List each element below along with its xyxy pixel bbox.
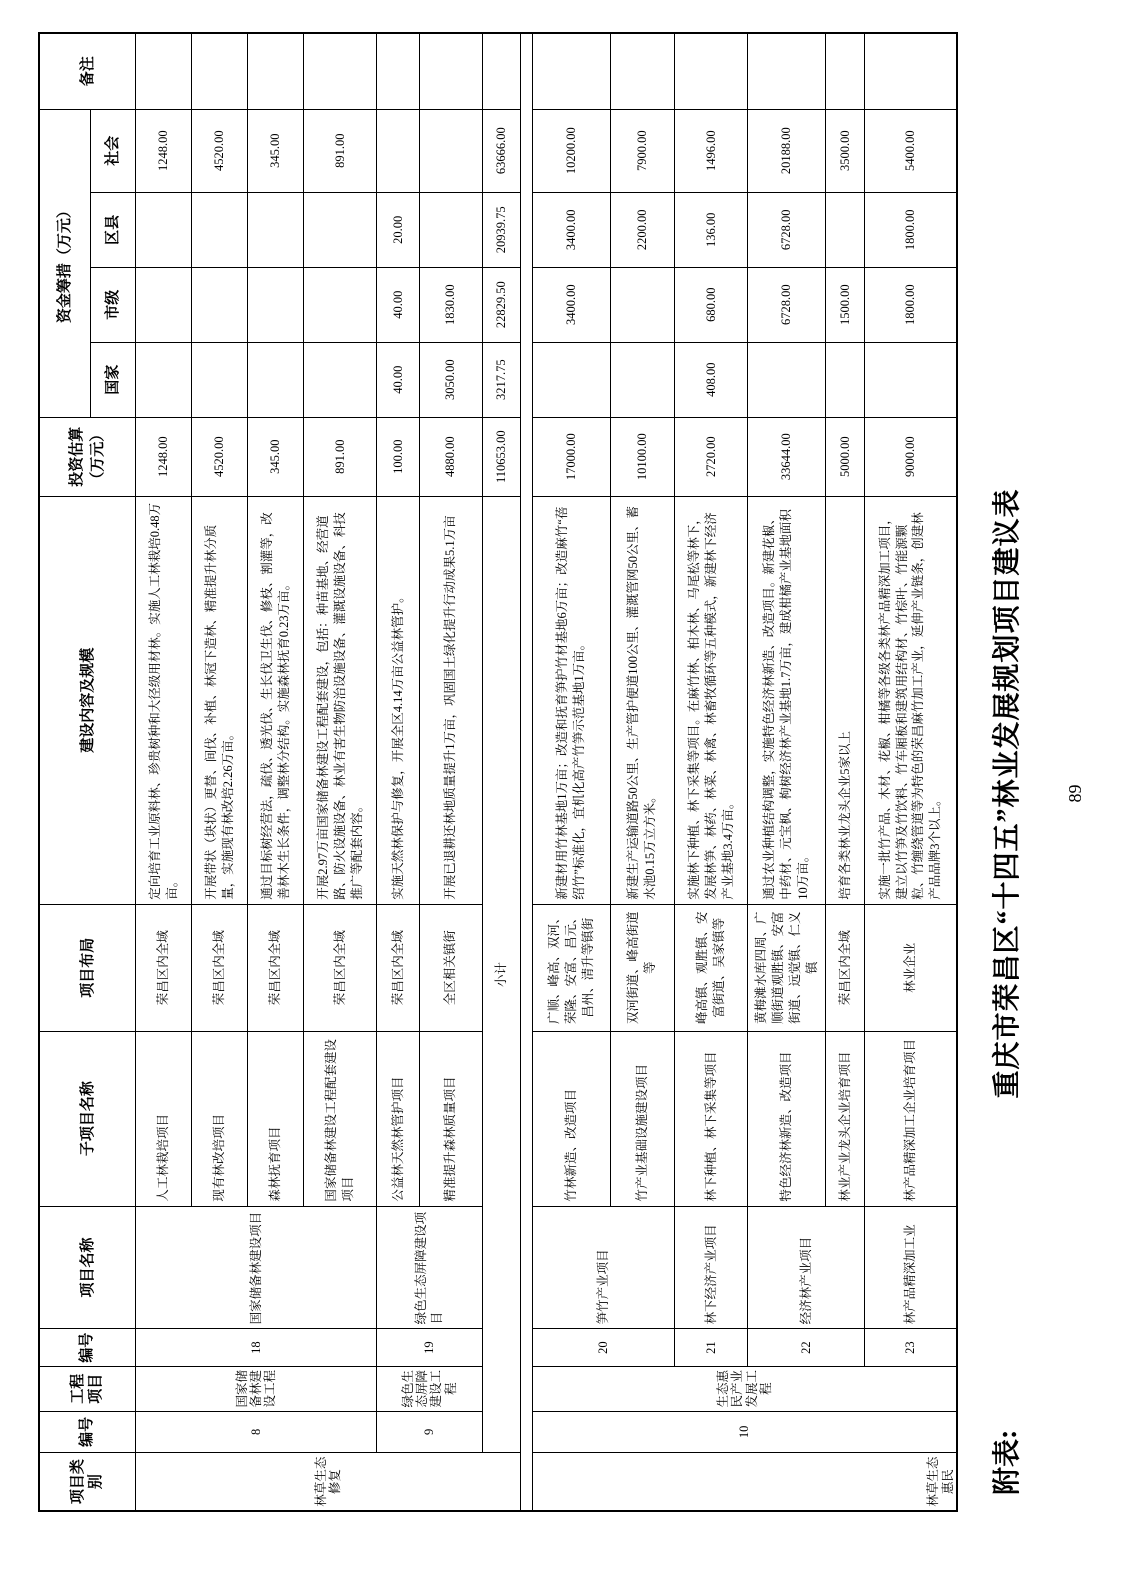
header-investment: 投资估算（万元） xyxy=(39,417,136,496)
proj-seq-cell: 18 xyxy=(136,1329,377,1366)
city-cell xyxy=(304,267,377,342)
social-cell: 1496.00 xyxy=(675,109,748,192)
social-cell: 10200.00 xyxy=(533,109,610,192)
district-cell xyxy=(826,192,865,267)
remarks-cell xyxy=(248,33,304,109)
remarks-cell xyxy=(864,33,957,109)
content-cell: 开展带状（块状）更替、间伐、补植、林冠下造林、精准提升林分质量，实施现有林改培2.26万亩。 xyxy=(192,496,248,904)
remarks-cell xyxy=(675,33,748,109)
header-city: 市级 xyxy=(91,267,136,342)
national-cell xyxy=(826,342,865,417)
district-cell xyxy=(192,192,248,267)
social-cell: 345.00 xyxy=(248,109,304,192)
content-cell: 定向培育工业原料林、珍贵树种和大径级用材林。实施人工林栽培0.48万亩。 xyxy=(136,496,192,904)
national-cell xyxy=(304,342,377,417)
remarks-cell xyxy=(533,33,610,109)
city-cell xyxy=(136,267,192,342)
invest-cell: 345.00 xyxy=(248,417,304,496)
remarks-cell xyxy=(420,33,482,109)
layout-cell: 荣昌区内全域 xyxy=(192,904,248,1031)
layout-cell: 荣昌区内全域 xyxy=(826,904,865,1031)
program-cell: 国家储备林建设工程 xyxy=(136,1366,377,1411)
district-cell: 136.00 xyxy=(675,192,748,267)
subtotal-national: 3217.75 xyxy=(482,342,521,417)
header-social: 社会 xyxy=(91,109,136,192)
subtotal-label: 小计 xyxy=(482,496,521,1452)
social-cell xyxy=(377,109,420,192)
national-cell xyxy=(136,342,192,417)
project-name-cell: 笋竹产业项目 xyxy=(533,1206,675,1329)
city-cell xyxy=(610,267,675,342)
project-name-cell: 经济林产业项目 xyxy=(748,1206,865,1329)
table-row xyxy=(136,33,192,1511)
proj-seq-cell: 22 xyxy=(748,1329,865,1366)
table-row xyxy=(675,33,748,1511)
layout-cell: 双河街道、峰高街道等 xyxy=(610,904,675,1031)
invest-cell: 4880.00 xyxy=(420,417,482,496)
content-cell: 开展已退耕还林地质量提升1万亩，巩固国土绿化提升行动成果5.1万亩 xyxy=(420,496,482,904)
district-cell: 1800.00 xyxy=(864,192,957,267)
header-remarks: 备注 xyxy=(39,33,136,109)
table-row xyxy=(864,33,957,1511)
subtotal-city: 22829.50 xyxy=(482,267,521,342)
sub-project-cell: 特色经济林新造、改造项目 xyxy=(748,1031,826,1206)
layout-cell: 全区相关镇街 xyxy=(420,904,482,1031)
project-name-cell: 国家储备林建设项目 xyxy=(136,1206,377,1329)
proj-seq-cell: 20 xyxy=(533,1329,675,1366)
program-cell: 生态惠民产业发展工程 xyxy=(533,1366,957,1411)
header-district: 区县 xyxy=(91,192,136,267)
layout-cell: 黄梅滩水库四周、广顺街道观胜镇、安富街道、远觉镇、仁义镇 xyxy=(748,904,826,1031)
seq-cell: 8 xyxy=(136,1411,377,1453)
city-cell: 3400.00 xyxy=(533,267,610,342)
city-cell: 1500.00 xyxy=(826,267,865,342)
project-name-cell: 绿色生态屏障建设项目 xyxy=(377,1206,482,1329)
remarks-cell xyxy=(136,33,192,109)
category-cell: 林草生态惠民 xyxy=(533,1453,957,1511)
social-cell: 20188.00 xyxy=(748,109,826,192)
social-cell: 7900.00 xyxy=(610,109,675,192)
content-cell: 实施一批竹产品、木材、花椒、柑橘等各级各类林产品精深加工项目，建立以竹笋及竹饮料、竹车厢板和建筑用结构材、竹棕叶、竹能源颗粒、竹缠绕管道等为特色的荣昌麻竹加工产业，延伸产业链条，创建林产品品牌3个以上。 xyxy=(864,496,957,904)
sub-project-cell: 竹林新造、改造项目 xyxy=(533,1031,610,1206)
sub-project-cell: 现有林改培项目 xyxy=(192,1031,248,1206)
layout-cell: 荣昌区内全域 xyxy=(136,904,192,1031)
seq-cell: 10 xyxy=(533,1411,957,1453)
project-table xyxy=(38,32,958,1512)
invest-cell: 5000.00 xyxy=(826,417,865,496)
layout-cell: 荣昌区内全域 xyxy=(304,904,377,1031)
header-seq: 编号 xyxy=(39,1411,136,1453)
content-cell: 实施天然林保护与修复，开展全区4.14万亩公益林管护。 xyxy=(377,496,420,904)
invest-cell: 1248.00 xyxy=(136,417,192,496)
header-sub-project: 子项目名称 xyxy=(39,1031,136,1206)
district-cell xyxy=(136,192,192,267)
remarks-cell xyxy=(610,33,675,109)
proj-seq-cell: 19 xyxy=(377,1329,482,1366)
invest-cell: 4520.00 xyxy=(192,417,248,496)
city-cell: 1800.00 xyxy=(864,267,957,342)
social-cell: 1248.00 xyxy=(136,109,192,192)
content-cell: 新建生产运输道路50公里、生产管护便道100公里、灌溉管网50公里、蓄水池0.15万立方米。 xyxy=(610,496,675,904)
social-cell: 891.00 xyxy=(304,109,377,192)
header-proj-seq: 编号 xyxy=(39,1329,136,1366)
sub-project-cell: 竹产业基础设施建设项目 xyxy=(610,1031,675,1206)
content-cell: 新建材用竹林基地1万亩；改造和抚育笋护竹材基地6万亩；改造麻竹“蓓绍竹”标准化，宜机化高产竹笋示范基地1万亩。 xyxy=(533,496,610,904)
table-row xyxy=(377,33,420,1511)
remarks-cell xyxy=(748,33,826,109)
social-cell: 4520.00 xyxy=(192,109,248,192)
remarks-cell xyxy=(826,33,865,109)
invest-cell: 891.00 xyxy=(304,417,377,496)
category-cell: 林草生态修复 xyxy=(136,1453,521,1511)
national-cell xyxy=(248,342,304,417)
layout-cell: 林业企业 xyxy=(864,904,957,1031)
district-cell: 3400.00 xyxy=(533,192,610,267)
content-cell: 培育各类林业龙头企业5家以上 xyxy=(826,496,865,904)
city-cell: 40.00 xyxy=(377,267,420,342)
sub-project-cell: 精准提升森林质量项目 xyxy=(420,1031,482,1206)
header-program: 工程项目 xyxy=(39,1366,136,1411)
proj-seq-cell: 21 xyxy=(675,1329,748,1366)
social-cell xyxy=(420,109,482,192)
city-cell: 680.00 xyxy=(675,267,748,342)
social-cell: 5400.00 xyxy=(864,109,957,192)
district-cell xyxy=(420,192,482,267)
subtotal-social: 63666.00 xyxy=(482,109,521,192)
district-cell: 2200.00 xyxy=(610,192,675,267)
page-number: 89 xyxy=(1065,784,1085,803)
subtotal-row xyxy=(482,33,521,1511)
city-cell: 6728.00 xyxy=(748,267,826,342)
seq-cell: 9 xyxy=(377,1411,482,1453)
national-cell: 40.00 xyxy=(377,342,420,417)
program-cell: 绿色生态屏障建设工程 xyxy=(377,1366,482,1411)
project-name-cell: 林产品精深加工业 xyxy=(864,1206,957,1329)
header-funding: 资金筹措（万元） xyxy=(39,109,91,417)
content-cell: 通过目标树经营法，疏伐、透光伐、生长伐卫生伐、修枝、割灌等，改善林木生长条件，调整林分结构。实施森林抚育0.23万亩。 xyxy=(248,496,304,904)
national-cell: 408.00 xyxy=(675,342,748,417)
district-cell xyxy=(248,192,304,267)
sub-project-cell: 林业产业龙头企业培育项目 xyxy=(826,1031,865,1206)
invest-cell: 2720.00 xyxy=(675,417,748,496)
appendix-label: 附表: xyxy=(992,1429,1023,1495)
sub-project-cell: 林产品精深加工企业培育项目 xyxy=(864,1031,957,1206)
table-row xyxy=(533,33,610,1511)
invest-cell: 9000.00 xyxy=(864,417,957,496)
layout-cell: 广顺、峰高、双河、荣隆、安富、昌元、昌州、清升等镇街 xyxy=(533,904,610,1031)
layout-cell: 荣昌区内全域 xyxy=(248,904,304,1031)
remarks-cell xyxy=(482,33,521,109)
sub-project-cell: 人工林栽培项目 xyxy=(136,1031,192,1206)
invest-cell: 17000.00 xyxy=(533,417,610,496)
district-cell xyxy=(304,192,377,267)
national-cell xyxy=(533,342,610,417)
content-cell: 开展2.97万亩国家储备林建设工程配套建设，包括：种苗基地、经营道路、防火设施设备、林业有害生物防治设施设备、灌溉设施设备、科技推广等配套内容。 xyxy=(304,496,377,904)
remarks-cell xyxy=(377,33,420,109)
national-cell xyxy=(748,342,826,417)
social-cell: 3500.00 xyxy=(826,109,865,192)
page-title: 重庆市荣昌区“十四五”林业发展规划项目建议表 xyxy=(992,488,1023,1099)
header-project-name: 项目名称 xyxy=(39,1206,136,1329)
layout-cell: 峰高镇、观胜镇、安富街道、吴家镇等 xyxy=(675,904,748,1031)
layout-cell: 荣昌区内全域 xyxy=(377,904,420,1031)
proj-seq-cell: 23 xyxy=(864,1329,957,1366)
table-row xyxy=(748,33,826,1511)
header-national: 国家 xyxy=(91,342,136,417)
separator-cell xyxy=(521,33,533,1511)
national-cell xyxy=(610,342,675,417)
subtotal-district: 20939.75 xyxy=(482,192,521,267)
invest-cell: 100.00 xyxy=(377,417,420,496)
sub-project-cell: 林下种植、林下采集等项目 xyxy=(675,1031,748,1206)
city-cell xyxy=(248,267,304,342)
city-cell: 1830.00 xyxy=(420,267,482,342)
national-cell xyxy=(192,342,248,417)
header-content: 建设内容及规模 xyxy=(39,496,136,904)
invest-cell: 10100.00 xyxy=(610,417,675,496)
sub-project-cell: 国家储备林建设工程配套建设项目 xyxy=(304,1031,377,1206)
header-category: 项目类别 xyxy=(39,1453,136,1511)
district-cell: 20.00 xyxy=(377,192,420,267)
remarks-cell xyxy=(192,33,248,109)
sub-project-cell: 森林抚育项目 xyxy=(248,1031,304,1206)
city-cell xyxy=(192,267,248,342)
subtotal-invest: 110653.00 xyxy=(482,417,521,496)
header-layout: 项目布局 xyxy=(39,904,136,1031)
header-row-1 xyxy=(39,33,91,1511)
national-cell xyxy=(864,342,957,417)
invest-cell: 33644.00 xyxy=(748,417,826,496)
content-cell: 通过农业种植结构调整，实施特色经济林新造、改造项目。新建花椒、中药材、元宝枫、枸树经济林产业基地1.7万亩，建成柑橘产业基地面积10万亩。 xyxy=(748,496,826,904)
project-name-cell: 林下经济产业项目 xyxy=(675,1206,748,1329)
separator-row xyxy=(521,33,533,1511)
remarks-cell xyxy=(304,33,377,109)
national-cell: 3050.00 xyxy=(420,342,482,417)
content-cell: 实施林下种植、林下采集等项目。在麻竹林、柏木林、马尾松等林下，发展林笋、林药、林菜、林禽、林畜牧循环等五种模式，新建林下经济产业基地3.4万亩。 xyxy=(675,496,748,904)
sub-project-cell: 公益林天然林管护项目 xyxy=(377,1031,420,1206)
district-cell: 6728.00 xyxy=(748,192,826,267)
